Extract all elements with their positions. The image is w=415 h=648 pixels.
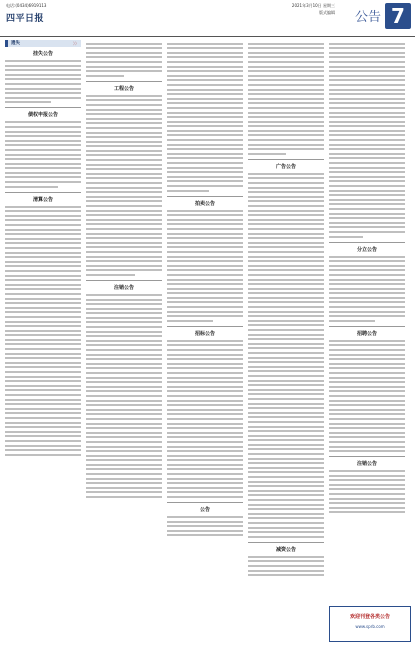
ad-title: 欢迎刊登各类公告 — [349, 614, 390, 620]
masthead-date: 2021年3月10日 星期三 — [291, 3, 335, 8]
notice-heading: 分立公告 — [356, 246, 377, 253]
newspaper-logo: 四平日报 — [6, 14, 45, 24]
notice-heading: 招聘公告 — [356, 330, 377, 337]
section-title: 公告 — [354, 10, 381, 25]
notice-heading: 债权申报公告 — [27, 112, 58, 119]
ad-url[interactable]: www.sprb.com — [355, 624, 385, 629]
notice-heading: 公告 — [199, 507, 210, 514]
notice-heading: 招标公告 — [194, 330, 215, 337]
notice-heading: 减资公告 — [275, 546, 296, 553]
masthead-editors: 版式编辑 — [319, 10, 335, 15]
notice-heading: 广告公告 — [275, 163, 296, 170]
notice-heading: 注销公告 — [356, 461, 377, 468]
notice-heading: 挂失公告 — [32, 51, 53, 57]
notice-heading: 注销公告 — [113, 284, 134, 291]
notice-heading: 拍卖公告 — [194, 200, 215, 207]
column-5 — [329, 40, 405, 600]
masthead — [0, 0, 415, 37]
category-bar: 遗失 〉〉 — [5, 40, 81, 47]
column-1 — [5, 40, 81, 600]
column-2 — [86, 40, 162, 600]
column-4 — [248, 40, 324, 600]
notice-heading: 清算公告 — [32, 196, 53, 203]
column-3 — [167, 40, 243, 600]
page-number: 7 — [385, 3, 411, 29]
notice-heading: 工程公告 — [113, 85, 134, 92]
footer-ad — [329, 606, 411, 642]
masthead-contact: 电话:(0434)6919113 — [6, 3, 47, 8]
